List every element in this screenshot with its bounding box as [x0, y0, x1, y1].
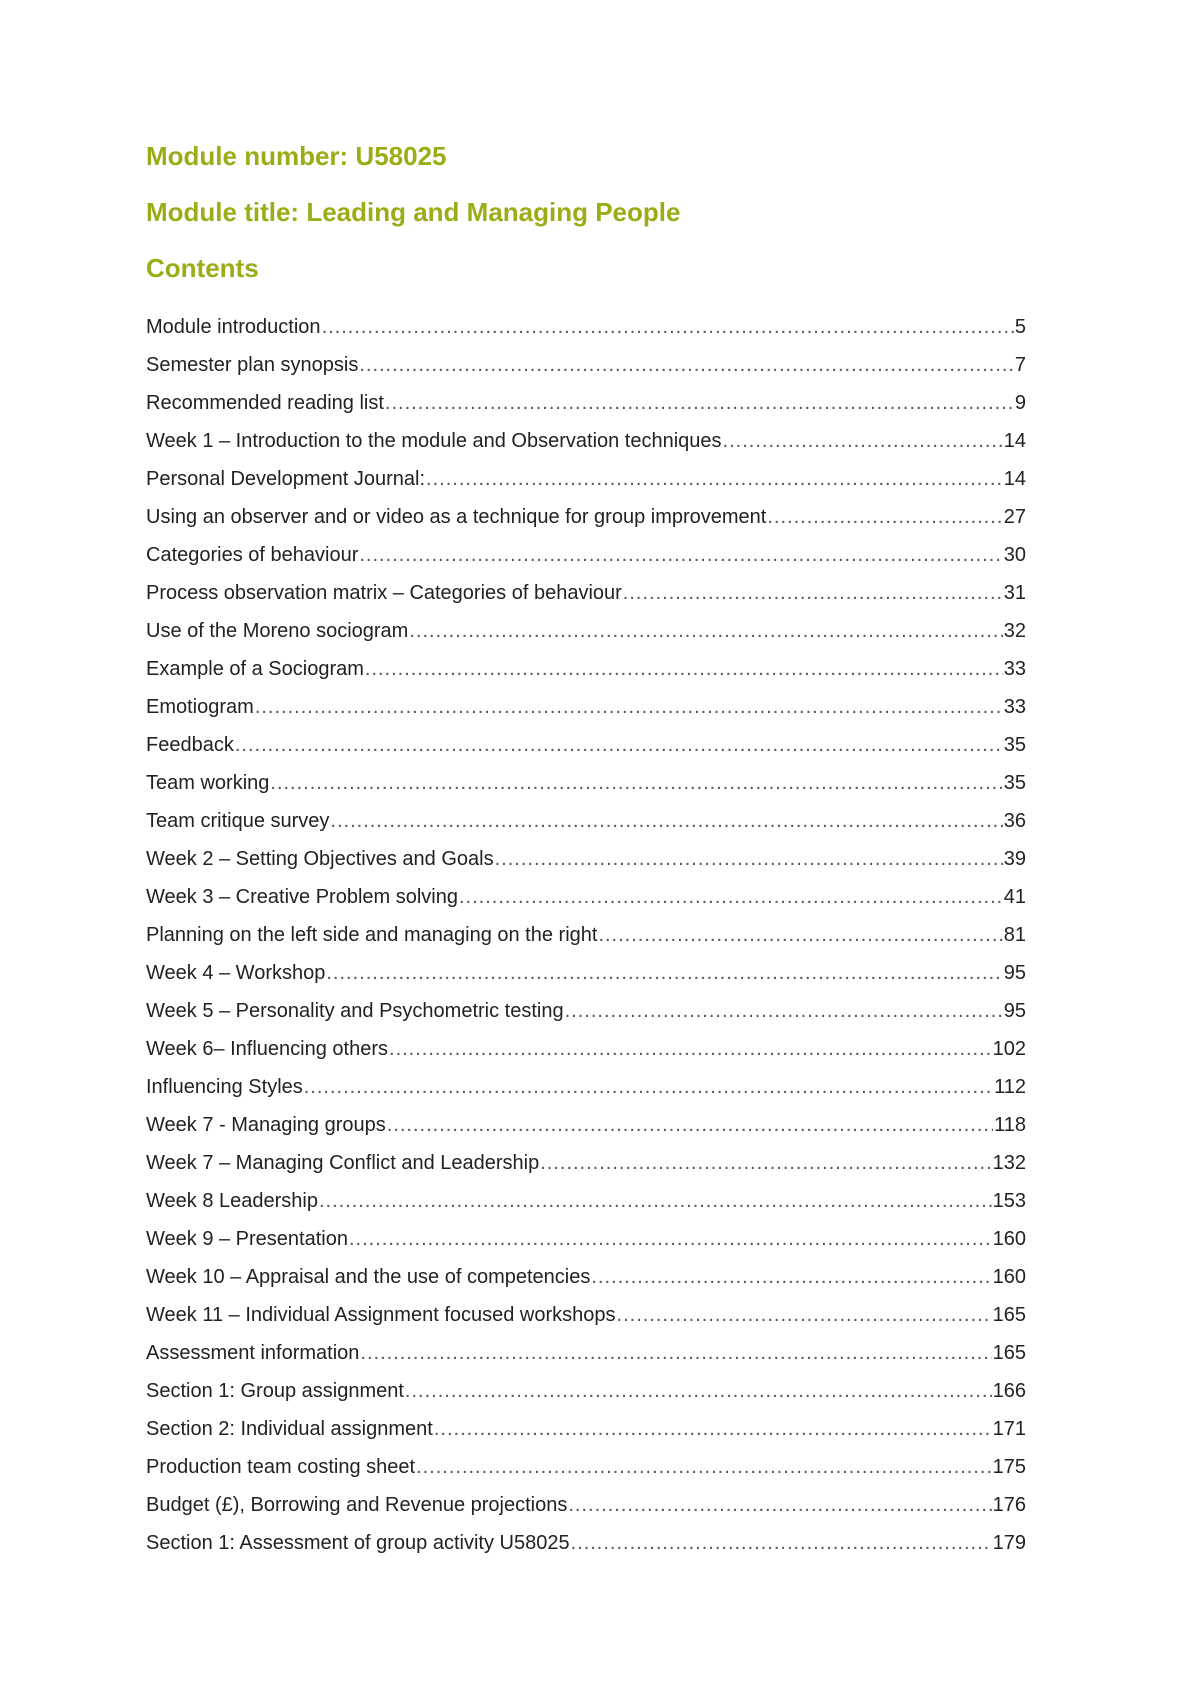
toc-dot-leader	[459, 878, 1003, 916]
toc-dot-leader	[405, 1372, 992, 1410]
toc-dot-leader	[359, 536, 1002, 574]
toc-entry[interactable]	[146, 498, 1026, 536]
toc-entry-title: Influencing Styles	[146, 1076, 303, 1098]
toc-entry-title: Team critique survey	[146, 810, 330, 832]
toc-entry-page-number: 160	[992, 1228, 1026, 1250]
toc-entry-title: Week 8 Leadership	[146, 1190, 318, 1212]
toc-entry-page-number: 9	[1014, 392, 1026, 414]
contents-heading: Contents	[146, 253, 259, 283]
toc-entry-title: Emotiogram	[146, 696, 254, 718]
toc-entry-page-number: 14	[1003, 468, 1026, 490]
toc-entry-title: Week 4 – Workshop	[146, 962, 326, 984]
toc-entry-title: Semester plan synopsis	[146, 354, 359, 376]
toc-entry[interactable]	[146, 1106, 1026, 1144]
toc-entry-page-number: 7	[1014, 354, 1026, 376]
toc-entry-title: Week 11 – Individual Assignment focused workshops	[146, 1304, 616, 1326]
toc-entry-title: Personal Development Journal:	[146, 468, 426, 490]
toc-entry-title: Section 1: Group assignment	[146, 1380, 404, 1402]
toc-entry-title: Week 10 – Appraisal and the use of competencies	[146, 1266, 591, 1288]
toc-entry-title: Using an observer and or video as a technique for group improvement	[146, 506, 767, 528]
table-of-contents	[146, 308, 1026, 1562]
toc-entry-page-number: 5	[1014, 316, 1026, 338]
toc-entry-title: Week 6– Influencing others	[146, 1038, 389, 1060]
toc-entry[interactable]	[146, 992, 1026, 1030]
toc-entry[interactable]	[146, 764, 1026, 802]
toc-dot-leader	[617, 1296, 992, 1334]
toc-dot-leader	[565, 992, 1003, 1030]
toc-entry[interactable]	[146, 1258, 1026, 1296]
toc-entry-title: Example of a Sociogram	[146, 658, 364, 680]
toc-entry-page-number: 160	[992, 1266, 1026, 1288]
module-number-heading: Module number: U58025	[146, 141, 447, 171]
toc-entry-page-number: 175	[992, 1456, 1026, 1478]
toc-entry[interactable]	[146, 1524, 1026, 1562]
toc-dot-leader	[270, 764, 1002, 802]
toc-entry[interactable]	[146, 650, 1026, 688]
toc-entry-title: Production team costing sheet	[146, 1456, 416, 1478]
toc-dot-leader	[330, 802, 1002, 840]
toc-dot-leader	[723, 422, 1003, 460]
toc-entry[interactable]	[146, 422, 1026, 460]
module-title-heading: Module title: Leading and Managing People	[146, 197, 681, 227]
toc-entry[interactable]	[146, 1296, 1026, 1334]
toc-entry-title: Week 9 – Presentation	[146, 1228, 348, 1250]
toc-dot-leader	[387, 1106, 993, 1144]
toc-entry[interactable]	[146, 1030, 1026, 1068]
toc-entry-title: Week 3 – Creative Problem solving	[146, 886, 458, 908]
toc-entry-page-number: 32	[1003, 620, 1026, 642]
toc-dot-leader	[326, 954, 1002, 992]
toc-entry[interactable]	[146, 612, 1026, 650]
toc-dot-leader	[416, 1448, 992, 1486]
toc-dot-leader	[767, 498, 1002, 536]
toc-entry-page-number: 33	[1003, 658, 1026, 680]
toc-dot-leader	[571, 1524, 992, 1562]
document-page	[146, 140, 1026, 1562]
toc-entry-title: Recommended reading list	[146, 392, 384, 414]
toc-entry[interactable]	[146, 954, 1026, 992]
toc-entry-page-number: 166	[992, 1380, 1026, 1402]
toc-entry-page-number: 39	[1003, 848, 1026, 870]
toc-entry-title: Week 5 – Personality and Psychometric testing	[146, 1000, 564, 1022]
toc-entry-title: Week 2 – Setting Objectives and Goals	[146, 848, 494, 870]
toc-dot-leader	[385, 384, 1014, 422]
toc-entry-page-number: 31	[1003, 582, 1026, 604]
toc-entry[interactable]	[146, 1144, 1026, 1182]
toc-entry[interactable]	[146, 802, 1026, 840]
toc-entry[interactable]	[146, 1220, 1026, 1258]
toc-dot-leader	[409, 612, 1002, 650]
toc-dot-leader	[540, 1144, 991, 1182]
toc-entry[interactable]	[146, 574, 1026, 612]
toc-entry[interactable]	[146, 384, 1026, 422]
toc-dot-leader	[568, 1486, 991, 1524]
toc-entry[interactable]	[146, 1410, 1026, 1448]
toc-entry[interactable]	[146, 1448, 1026, 1486]
toc-entry[interactable]	[146, 878, 1026, 916]
toc-dot-leader	[426, 460, 1003, 498]
toc-entry[interactable]	[146, 1182, 1026, 1220]
toc-entry[interactable]	[146, 1068, 1026, 1106]
toc-dot-leader	[598, 916, 1002, 954]
toc-entry[interactable]	[146, 1486, 1026, 1524]
toc-entry-title: Categories of behaviour	[146, 544, 359, 566]
toc-entry-page-number: 30	[1003, 544, 1026, 566]
toc-entry-title: Week 1 – Introduction to the module and Observation techniques	[146, 430, 722, 452]
toc-dot-leader	[304, 1068, 993, 1106]
toc-dot-leader	[255, 688, 1003, 726]
toc-dot-leader	[389, 1030, 992, 1068]
toc-entry-title: Budget (£), Borrowing and Revenue projections	[146, 1494, 568, 1516]
toc-entry-page-number: 14	[1003, 430, 1026, 452]
toc-entry[interactable]	[146, 916, 1026, 954]
toc-entry-title: Planning on the left side and managing on the right	[146, 924, 598, 946]
toc-entry[interactable]	[146, 536, 1026, 574]
toc-entry[interactable]	[146, 1334, 1026, 1372]
toc-entry-page-number: 27	[1003, 506, 1026, 528]
toc-dot-leader	[434, 1410, 992, 1448]
toc-entry[interactable]	[146, 726, 1026, 764]
toc-dot-leader	[591, 1258, 991, 1296]
toc-entry[interactable]	[146, 1372, 1026, 1410]
toc-dot-leader	[235, 726, 1003, 764]
toc-entry-title: Week 7 - Managing groups	[146, 1114, 386, 1136]
toc-dot-leader	[349, 1220, 992, 1258]
toc-entry-page-number: 35	[1003, 734, 1026, 756]
toc-entry-title: Section 2: Individual assignment	[146, 1418, 433, 1440]
toc-entry-page-number: 165	[992, 1304, 1026, 1326]
toc-entry-page-number: 36	[1003, 810, 1026, 832]
toc-entry-title: Assessment information	[146, 1342, 360, 1364]
toc-entry-page-number: 35	[1003, 772, 1026, 794]
toc-entry-page-number: 176	[992, 1494, 1026, 1516]
toc-dot-leader	[322, 308, 1014, 346]
toc-entry-title: Section 1: Assessment of group activity U58025	[146, 1532, 570, 1554]
toc-entry-page-number: 165	[992, 1342, 1026, 1364]
toc-entry-title: Module introduction	[146, 316, 321, 338]
toc-entry[interactable]	[146, 308, 1026, 346]
toc-dot-leader	[359, 346, 1014, 384]
toc-entry-page-number: 179	[992, 1532, 1026, 1554]
toc-entry-page-number: 95	[1003, 962, 1026, 984]
toc-entry-page-number: 112	[994, 1076, 1026, 1098]
toc-entry-title: Feedback	[146, 734, 234, 756]
toc-entry[interactable]	[146, 688, 1026, 726]
toc-entry-page-number: 102	[992, 1038, 1026, 1060]
toc-dot-leader	[623, 574, 1003, 612]
toc-entry-page-number: 33	[1003, 696, 1026, 718]
toc-dot-leader	[319, 1182, 992, 1220]
toc-entry-page-number: 95	[1003, 1000, 1026, 1022]
toc-dot-leader	[360, 1334, 991, 1372]
toc-entry-page-number: 132	[992, 1152, 1026, 1174]
toc-entry-page-number: 41	[1003, 886, 1026, 908]
toc-entry[interactable]	[146, 460, 1026, 498]
toc-entry-title: Use of the Moreno sociogram	[146, 620, 409, 642]
toc-entry-title: Week 7 – Managing Conflict and Leadership	[146, 1152, 540, 1174]
toc-entry[interactable]	[146, 346, 1026, 384]
toc-entry[interactable]	[146, 840, 1026, 878]
toc-dot-leader	[365, 650, 1003, 688]
toc-entry-page-number: 153	[992, 1190, 1026, 1212]
toc-entry-page-number: 118	[994, 1114, 1026, 1136]
toc-entry-title: Process observation matrix – Categories of behaviour	[146, 582, 622, 604]
toc-entry-page-number: 81	[1003, 924, 1026, 946]
toc-dot-leader	[495, 840, 1003, 878]
toc-entry-page-number: 171	[992, 1418, 1026, 1440]
toc-entry-title: Team working	[146, 772, 270, 794]
